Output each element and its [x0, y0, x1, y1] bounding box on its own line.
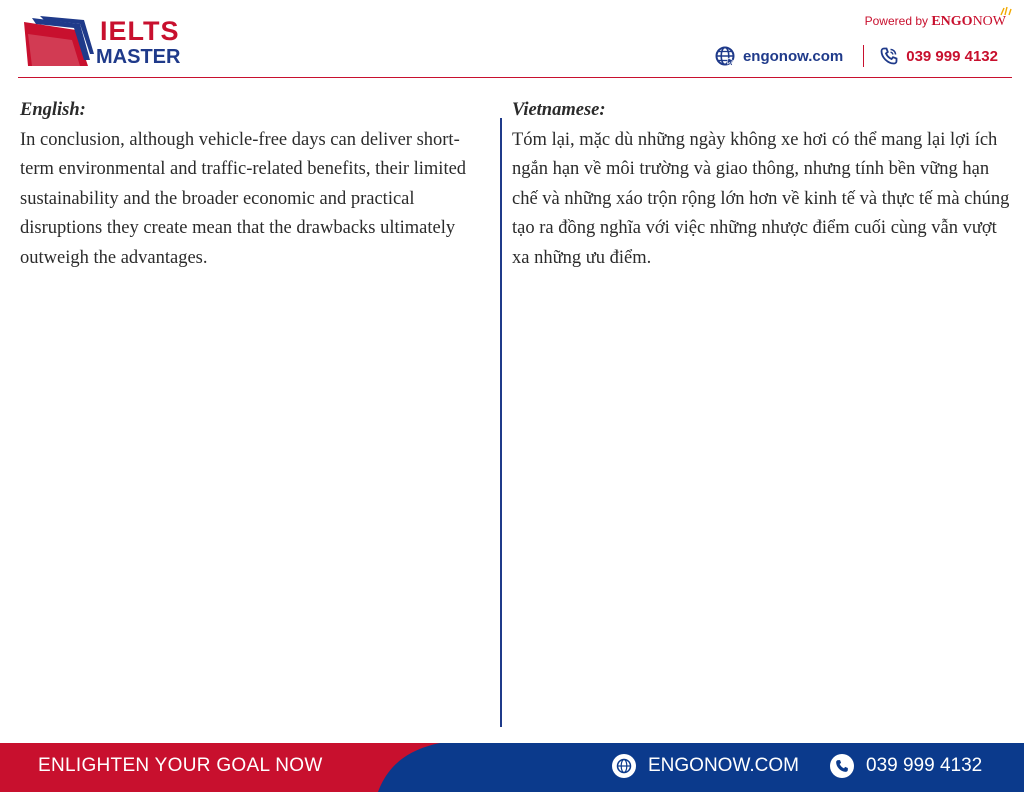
english-label: English:: [20, 100, 86, 120]
header-website-text: engonow.com: [742, 47, 844, 65]
vietnamese-label: Vietnamese:: [512, 100, 606, 120]
footer-website-text: ENGONOW.COM: [648, 755, 799, 776]
header-contact: [715, 44, 998, 68]
header-phone-text: 039 999 4132: [906, 47, 998, 65]
ielts-master-logo[interactable]: [18, 14, 188, 70]
globe-icon: [715, 46, 735, 66]
header-divider: [18, 77, 1012, 78]
phone-icon: [880, 47, 898, 65]
footer-phone-link[interactable]: [830, 754, 982, 778]
engonow-brand-suffix: NOW: [972, 14, 1006, 29]
engonow-brand-main: ENGO: [931, 14, 973, 29]
footer-slogan: ENLIGHTEN YOUR GOAL NOW: [38, 755, 323, 776]
english-text: In conclusion, although vehicle-free days can deliver short-term environmental and traffic-related benefits, their limited sustainability and the broader economic and practical disruptions they create mean that the drawbacks ultimately outweigh the advantages.: [20, 129, 467, 268]
logo-master-text: MASTER: [96, 46, 181, 68]
footer-globe-icon: [612, 754, 636, 778]
logo-ielts-text: IELTS: [100, 16, 180, 46]
english-column: [20, 96, 490, 273]
engonow-brand: [931, 14, 1006, 29]
footer-phone-icon: [830, 754, 854, 778]
spark-icon: [1000, 6, 1012, 16]
logo-mark-icon: [18, 16, 96, 68]
column-divider: [500, 118, 502, 727]
footer-phone-text: 039 999 4132: [866, 755, 983, 776]
header-website-link[interactable]: [715, 46, 843, 66]
page-header: [0, 0, 1024, 78]
header-contact-separator: [863, 45, 864, 67]
powered-by-label: Powered by: [864, 14, 932, 28]
page-footer: [0, 743, 1024, 792]
powered-by: [865, 14, 1006, 30]
vietnamese-column: [512, 96, 1014, 273]
header-phone-link[interactable]: [880, 47, 998, 65]
vietnamese-text: Tóm lại, mặc dù những ngày không xe hơi có thể mang lại lợi ích ngắn hạn về môi trường và giao thông, nhưng tính bền vững hạn chế và những xáo trộn rộng lớn hơn về kinh tế và thực tế mà chúng tạo ra đồng nghĩa với việc những nhược điểm cuối cùng vẫn vượt xa những ưu điểm.: [512, 129, 1010, 268]
footer-website-link[interactable]: [612, 754, 799, 778]
